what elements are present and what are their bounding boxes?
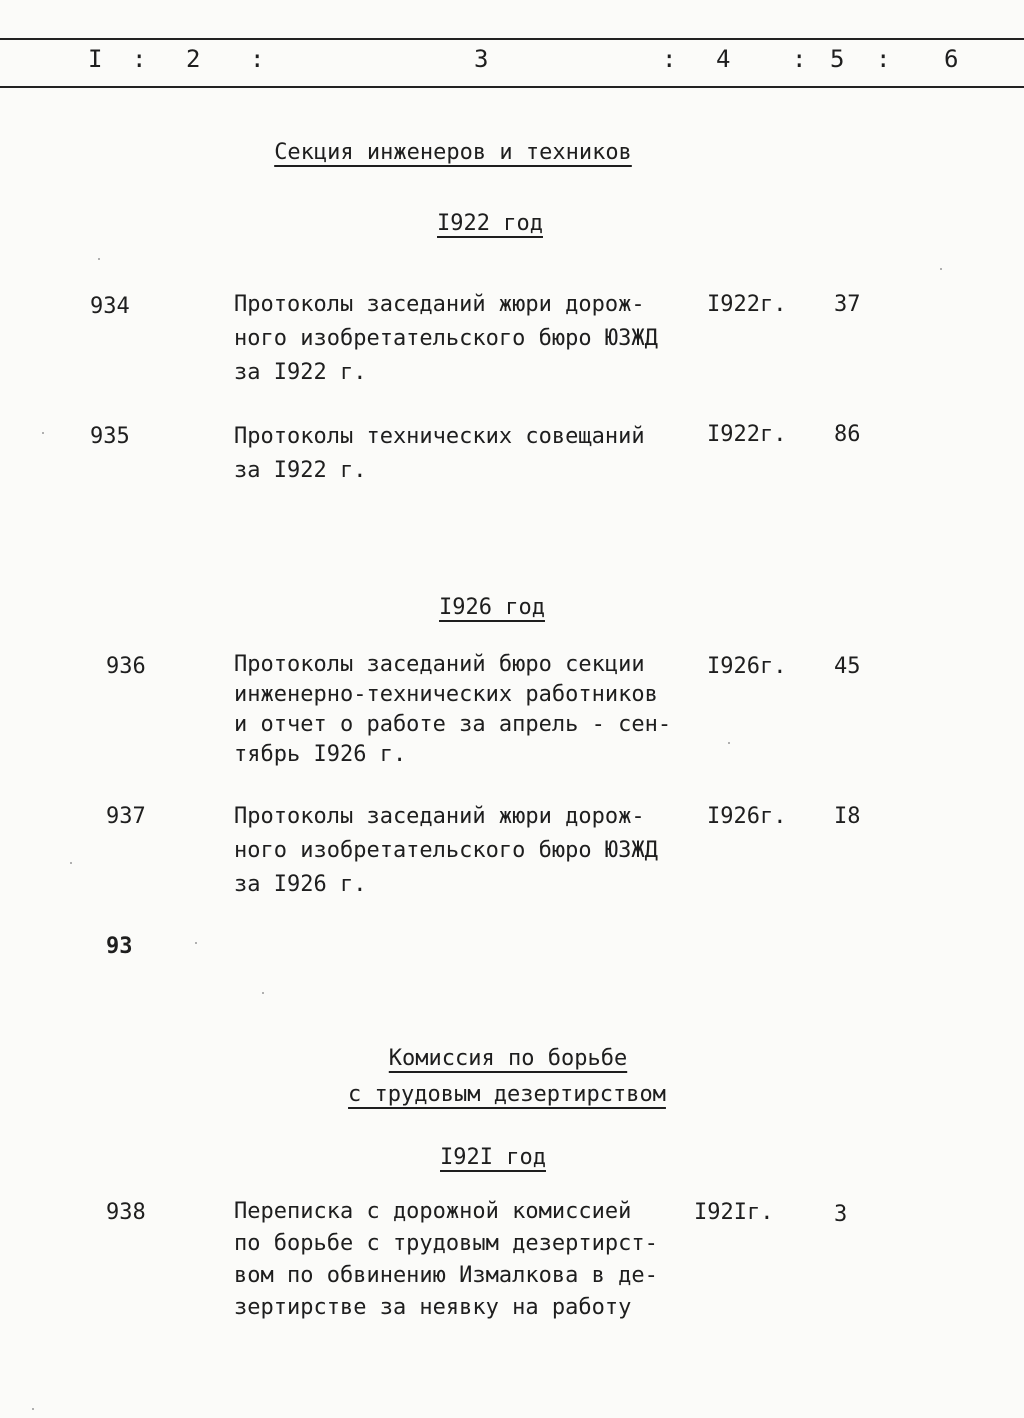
description-line: ного изобретательского бюро ЮЗЖД xyxy=(234,838,658,863)
column-header-5: 5 xyxy=(830,45,846,73)
paper-speck xyxy=(262,992,264,994)
section-title-text: с трудовым дезертирством xyxy=(348,1082,666,1107)
column-separator: : xyxy=(876,45,892,73)
item-number: 938 xyxy=(106,1200,146,1225)
item-number: 937 xyxy=(106,804,146,829)
year-heading-text: I926 год xyxy=(439,595,545,620)
item-description xyxy=(234,420,714,488)
section-title xyxy=(0,1082,1019,1107)
year-heading-text: I92I год xyxy=(440,1145,546,1170)
paper-speck xyxy=(940,268,942,270)
section-title xyxy=(0,140,965,165)
year-heading xyxy=(0,211,1002,236)
item-description xyxy=(234,1196,714,1324)
description-line: зертирстве за неявку на работу xyxy=(234,1295,632,1320)
item-date: I922г. xyxy=(707,422,787,447)
description-line: инженерно-технических работников xyxy=(234,682,658,707)
stray-number: 93 xyxy=(106,934,133,959)
column-separator: : xyxy=(132,45,148,73)
description-line: тябрь I926 г. xyxy=(234,742,407,767)
paper-speck xyxy=(70,862,72,864)
column-header-2: 2 xyxy=(186,45,202,73)
item-sheets: I8 xyxy=(834,804,861,829)
description-line: и отчет о работе за апрель - сен- xyxy=(234,712,672,737)
section-title xyxy=(0,1046,1020,1071)
column-separator: : xyxy=(792,45,808,73)
header-bottom-rule xyxy=(0,86,1024,88)
description-line: по борьбе с трудовым дезертирст- xyxy=(234,1231,658,1256)
item-number: 936 xyxy=(106,654,146,679)
column-header-6: 6 xyxy=(944,45,960,73)
item-sheets: 37 xyxy=(834,292,861,317)
paper-speck xyxy=(32,1408,34,1410)
description-line: Переписка с дорожной комиссией xyxy=(234,1199,632,1224)
description-line: за I926 г. xyxy=(234,872,367,897)
paper-speck xyxy=(728,742,730,744)
description-line: Протоколы заседаний жюри дорож- xyxy=(234,804,645,829)
item-description xyxy=(234,800,714,902)
description-line: за I922 г. xyxy=(234,360,367,385)
item-date: I922г. xyxy=(707,292,787,317)
year-heading xyxy=(0,595,1004,620)
section-title-text: Секция инженеров и техников xyxy=(274,140,632,165)
item-description xyxy=(234,650,714,770)
section-title-text: Комиссия по борьбе xyxy=(388,1046,628,1071)
year-heading xyxy=(0,1145,1005,1170)
item-number: 935 xyxy=(90,424,130,449)
item-date: I926г. xyxy=(707,654,787,679)
column-header-1: I xyxy=(88,45,104,73)
column-separator: : xyxy=(662,45,678,73)
description-line: Протоколы заседаний бюро секции xyxy=(234,652,645,677)
item-number: 934 xyxy=(90,294,130,319)
description-line: Протоколы заседаний жюри дорож- xyxy=(234,292,645,317)
item-date: I926г. xyxy=(707,804,787,829)
column-header-3: 3 xyxy=(474,45,490,73)
paper-speck xyxy=(42,432,44,434)
item-sheets: 3 xyxy=(834,1202,848,1227)
header-top-rule xyxy=(0,38,1024,40)
item-description xyxy=(234,288,714,390)
column-header-4: 4 xyxy=(716,45,732,73)
item-date: I92Iг. xyxy=(694,1200,774,1225)
description-line: вом по обвинению Измалкова в де- xyxy=(234,1263,658,1288)
paper-speck xyxy=(98,258,100,260)
column-separator: : xyxy=(250,45,266,73)
description-line: Протоколы технических совещаний xyxy=(234,424,645,449)
year-heading-text: I922 год xyxy=(437,211,543,236)
paper-speck xyxy=(195,942,197,944)
item-sheets: 86 xyxy=(834,422,861,447)
description-line: за I922 г. xyxy=(234,458,367,483)
description-line: ного изобретательского бюро ЮЗЖД xyxy=(234,326,658,351)
item-sheets: 45 xyxy=(834,654,861,679)
